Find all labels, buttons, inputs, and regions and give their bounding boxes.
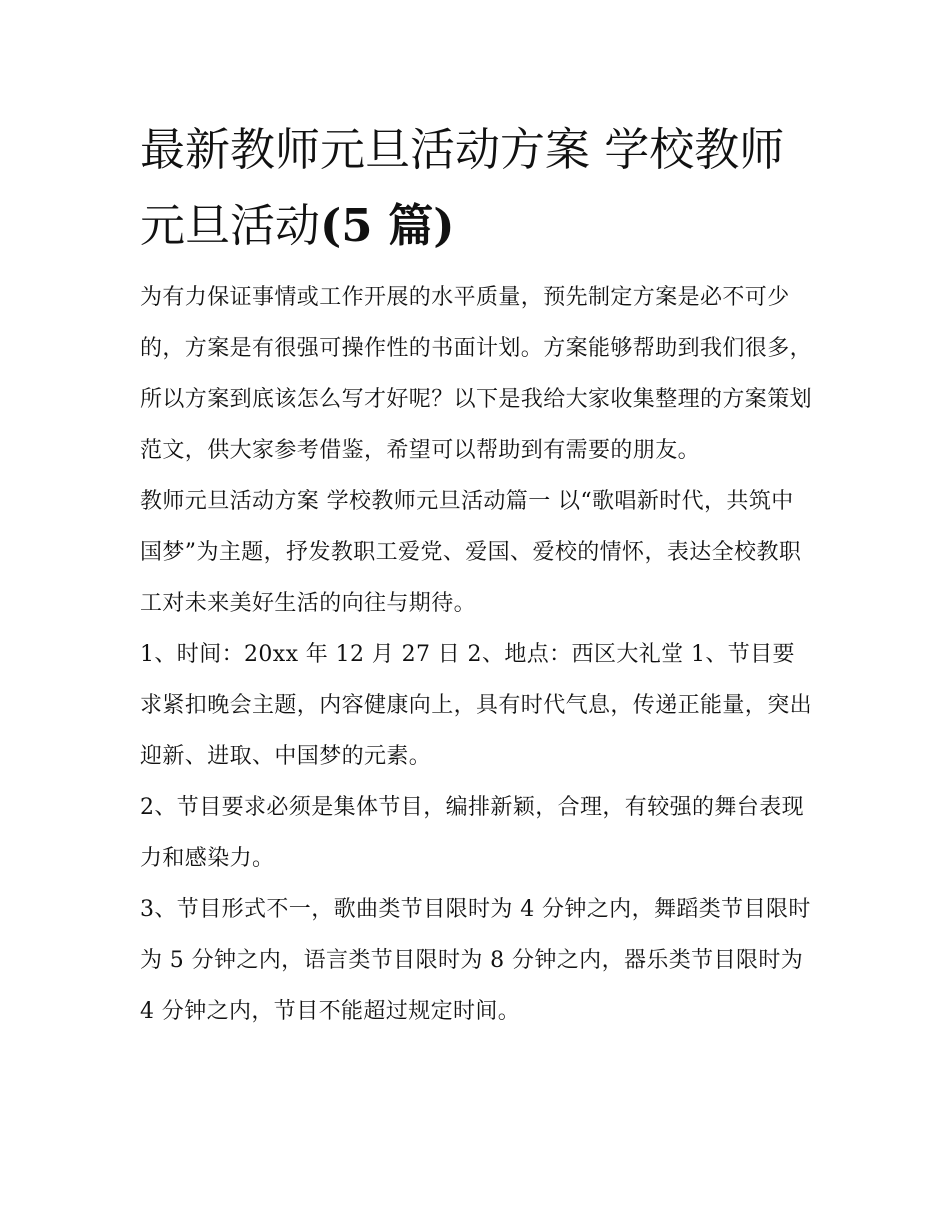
- program-duration-paragraph: 3、节目形式不一，歌曲类节目限时为 4 分钟之内，舞蹈类节目限时为 5 分钟之内，语言类节目限时为 8 分钟之内，器乐类节目限时为 4 分钟之内，节目不能超过规定时间。: [140, 897, 811, 1024]
- title-text: 最新教师元旦活动方案 学校教师元旦活动: [140, 123, 785, 252]
- intro-paragraph: 为有力保证事情或工作开展的水平质量，预先制定方案是必不可少的，方案是有很强可操作性的书面计划。方案能够帮助到我们很多，所以方案到底该怎么写才好呢？以下是我给大家收集整理的方案策划范文，供大家参考借鉴，希望可以帮助到有需要的朋友。: [140, 285, 813, 463]
- document-title: [140, 112, 812, 264]
- document-page: [140, 112, 812, 1037]
- title-count: (5 篇): [320, 199, 455, 252]
- theme-paragraph: 教师元旦活动方案 学校教师元旦活动篇一 以“歌唱新时代，共筑中国梦”为主题，抒发教职工爱党、爱国、爱校的情怀，表达全校教职工对未来美好生活的向往与期待。: [140, 489, 802, 616]
- program-requirement-paragraph: 2、节目要求必须是集体节目，编排新颖，合理，有较强的舞台表现力和感染力。: [140, 795, 804, 871]
- time-location-paragraph: 1、时间：20xx 年 12 月 27 日 2、地点：西区大礼堂 1、节目要求紧扣晚会主题，内容健康向上，具有时代气息，传递正能量，突出迎新、进取、中国梦的元素。: [140, 642, 813, 769]
